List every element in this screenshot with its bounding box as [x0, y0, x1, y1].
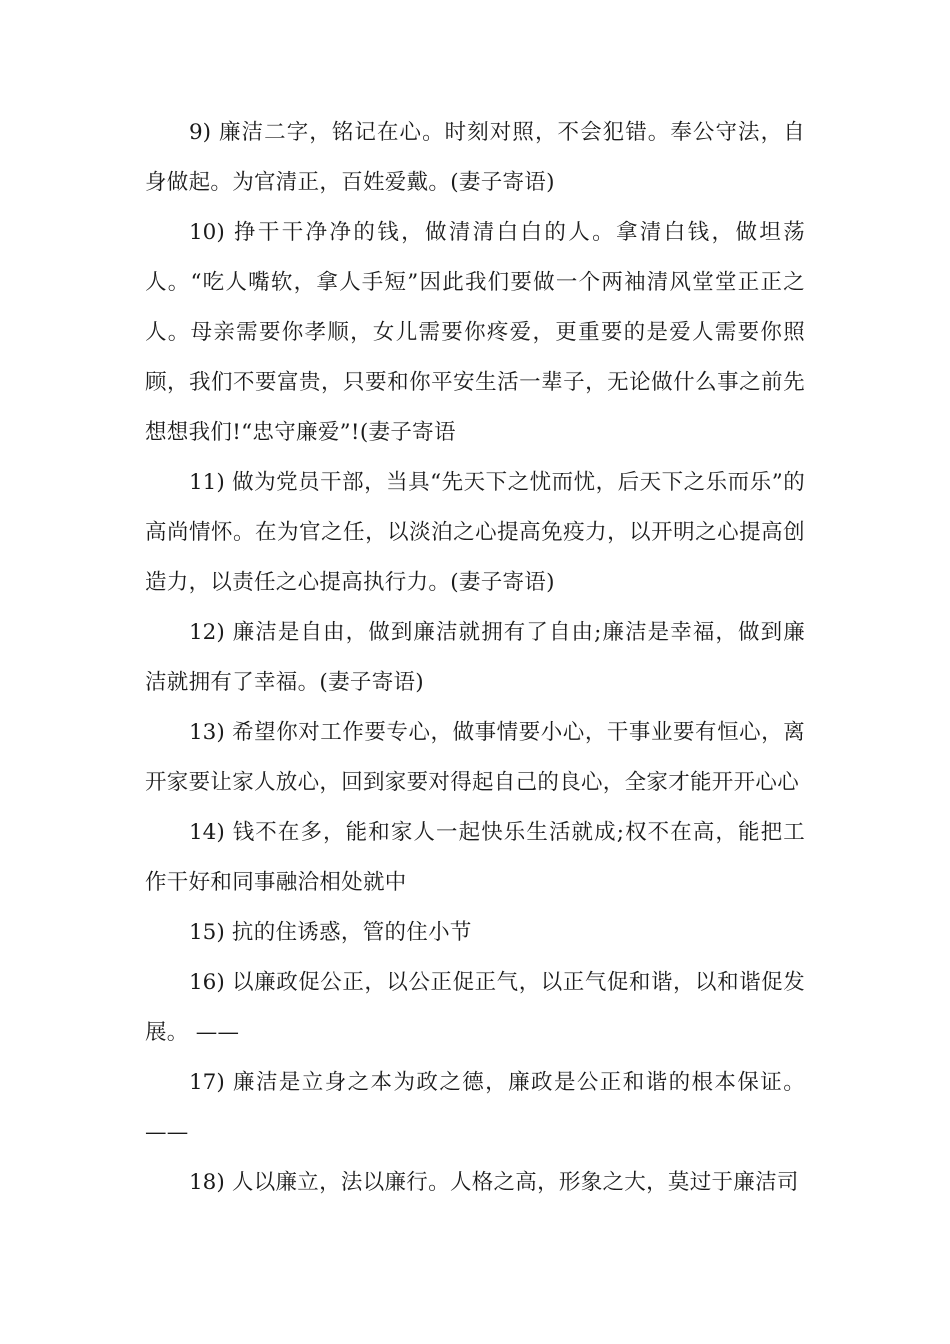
item-number: 13) — [189, 720, 225, 745]
item-number: 17) — [189, 1070, 225, 1095]
paragraph-18 — [145, 1158, 805, 1208]
paragraph-text: 做为党员干部，当具“先天下之忧而忧，后天下之乐而乐”的高尚情怀。在为官之任，以淡泊之心提高免疫力，以开明之心提高创造力，以责任之心提高执行力。(妻子寄语) — [145, 470, 805, 595]
paragraph-text: 希望你对工作要专心，做事情要小心，干事业要有恒心，离开家要让家人放心，回到家要对得起自己的良心，全家才能开开心心 — [145, 720, 805, 795]
paragraph-text: 廉洁是自由，做到廉洁就拥有了自由;廉洁是幸福，做到廉洁就拥有了幸福。(妻子寄语) — [145, 620, 806, 695]
paragraph-11 — [145, 458, 805, 608]
item-number: 10) — [189, 220, 225, 245]
item-number: 18) — [189, 1170, 225, 1195]
item-number: 16) — [189, 970, 225, 995]
paragraph-text: 挣干干净净的钱，做清清白白的人。拿清白钱，做坦荡人。“吃人嘴软，拿人手短”因此我们要做一个两袖清风堂堂正正之人。母亲需要你孝顺，女儿需要你疼爱，更重要的是爱人需要你照顾，我们不要富贵，只要和你平安生活一辈子，无论做什么事之前先想想我们!“忠守廉爱”!(妻子寄语 — [145, 220, 805, 445]
paragraph-10 — [145, 208, 805, 458]
paragraph-text: 廉洁是立身之本为政之德，廉政是公正和谐的根本保证。 —— — [145, 1070, 805, 1145]
item-number: 9) — [189, 120, 212, 145]
item-number: 14) — [189, 820, 225, 845]
paragraph-17 — [145, 1058, 805, 1158]
paragraph-text: 以廉政促公正，以公正促正气，以正气促和谐，以和谐促发展。 —— — [145, 970, 805, 1045]
paragraph-13 — [145, 708, 805, 808]
paragraph-text: 钱不在多，能和家人一起快乐生活就成;权不在高，能把工作干好和同事融洽相处就中 — [145, 820, 806, 895]
paragraph-14 — [145, 808, 805, 908]
paragraph-text: 抗的住诱惑，管的住小节 — [231, 920, 472, 945]
paragraph-12 — [145, 608, 805, 708]
paragraph-16 — [145, 958, 805, 1058]
item-number: 15) — [189, 920, 225, 945]
paragraph-9 — [145, 108, 805, 208]
paragraph-text: 人以廉立，法以廉行。人格之高，形象之大，莫过于廉洁司 — [231, 1170, 799, 1195]
document-page — [145, 108, 805, 1208]
item-number: 11) — [189, 470, 225, 495]
item-number: 12) — [189, 620, 225, 645]
paragraph-text: 廉洁二字，铭记在心。时刻对照，不会犯错。奉公守法，自身做起。为官清正，百姓爱戴。(妻子寄语) — [145, 120, 805, 195]
paragraph-15 — [145, 908, 805, 958]
